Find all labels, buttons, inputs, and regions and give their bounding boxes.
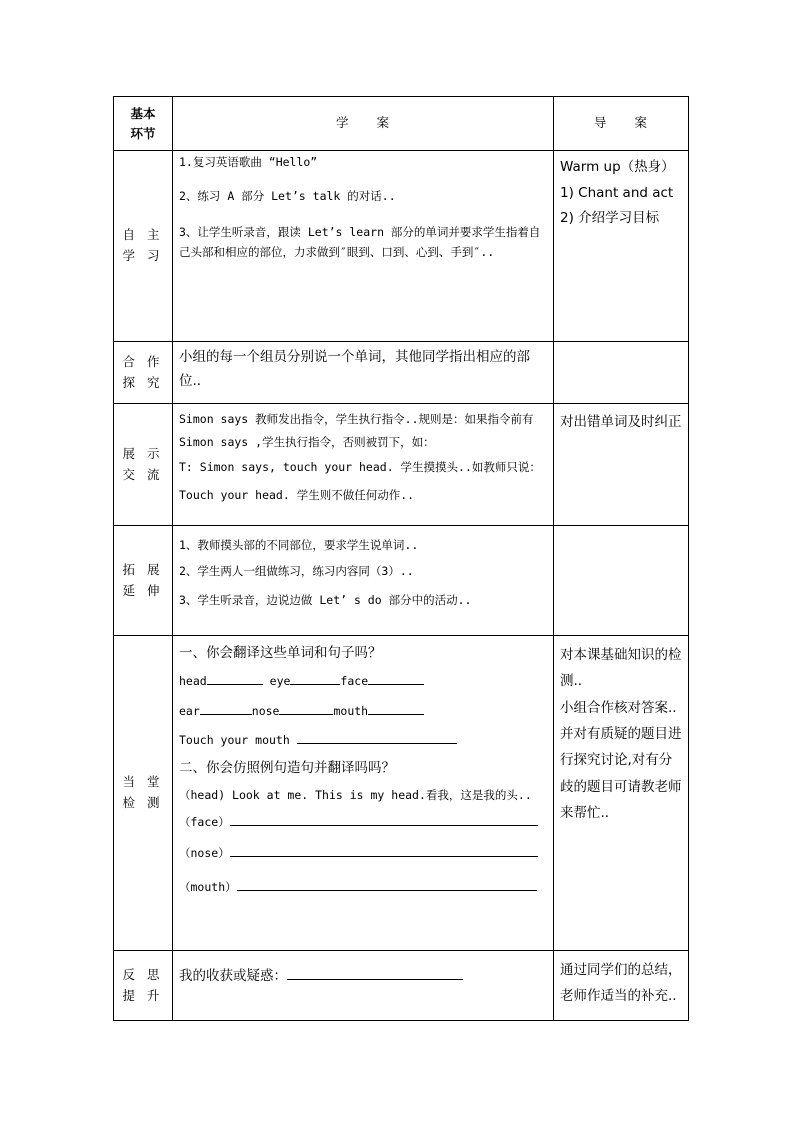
- row-check: [114, 636, 689, 951]
- words-row-2: [179, 702, 547, 720]
- word: eye: [269, 674, 291, 689]
- stage-extend-line2: 延 伸: [122, 582, 164, 598]
- header-stage-line2: 环节: [130, 125, 156, 141]
- row-show: [114, 404, 689, 526]
- answer-blank[interactable]: [290, 672, 340, 685]
- answer-blank[interactable]: [237, 878, 537, 891]
- reflect-prompt: 我的收获或疑惑：: [179, 968, 287, 984]
- word: face: [340, 674, 369, 689]
- guide-item: 2) 介绍学习目标: [560, 210, 660, 227]
- word: nose: [251, 703, 280, 718]
- item-label: （mouth）: [179, 879, 237, 894]
- plan-reflect: [173, 951, 554, 1021]
- word: ear: [179, 703, 200, 718]
- plan-self-study: [173, 151, 554, 342]
- stage-extend: [114, 526, 173, 636]
- plan-item: Touch your head. 学生则不做任何动作..: [179, 487, 415, 502]
- stage-reflect-line1: 反 思: [122, 966, 164, 982]
- guide-show: [554, 404, 689, 526]
- example-sentence: （head) Look at me. This is my head.看我，这是我的头..: [179, 787, 532, 802]
- plan-cooperate: [173, 342, 554, 404]
- plan-item: 1、教师摸头部的不同部位，要求学生说单词..: [179, 538, 419, 552]
- item-row: [179, 813, 547, 831]
- plan-extend: [173, 526, 554, 636]
- guide-item: 对出错单词及时纠正: [560, 414, 682, 430]
- answer-blank[interactable]: [207, 672, 263, 685]
- header-row: [114, 97, 689, 151]
- stage-self-study-line1: 自 主: [122, 227, 164, 243]
- item-row: [179, 844, 547, 862]
- stage-check-line1: 当 堂: [122, 774, 164, 790]
- stage-show-line2: 交 流: [122, 466, 164, 482]
- plan-item: 2、学生两人一组做练习，练习内容同（3）..: [179, 563, 414, 578]
- plan-item: 小组的每一个组员分别说一个单词，其他同学指出相应的部位..: [179, 349, 530, 389]
- stage-show-line1: 展 示: [122, 445, 164, 461]
- header-stage-cell: [114, 97, 173, 151]
- plan-item: Simon says 教师发出指令，学生执行指令..规则是：如果指令前有 Simon says ,学生执行指令，否则被罚下，如：: [179, 412, 534, 449]
- guide-item: Warm up（热身）: [560, 159, 675, 175]
- plan-item: 1.复习英语歌曲 “Hello”: [179, 155, 318, 169]
- item-label: （nose）: [179, 846, 230, 861]
- stage-self-study: [114, 151, 173, 342]
- lesson-plan-table: [113, 96, 689, 1021]
- answer-blank[interactable]: [279, 702, 333, 715]
- header-guide-plan: 导 案: [554, 97, 689, 151]
- answer-blank[interactable]: [230, 813, 538, 826]
- stage-extend-line1: 拓 展: [122, 561, 164, 577]
- sentence: Touch your mouth: [179, 733, 290, 748]
- q1-title: 一、你会翻译这些单词和句子吗？: [179, 645, 382, 661]
- stage-check-line2: 检 测: [122, 795, 164, 810]
- word: mouth: [333, 703, 369, 718]
- plan-show: [173, 404, 554, 526]
- item-label: （face）: [179, 814, 230, 829]
- guide-reflect: [554, 951, 689, 1021]
- row-reflect: [114, 951, 689, 1021]
- stage-reflect: [114, 951, 173, 1021]
- guide-check: [554, 636, 689, 951]
- answer-blank[interactable]: [368, 672, 424, 685]
- row-self-study: [114, 151, 689, 342]
- word: head: [179, 674, 207, 689]
- item-row: [179, 878, 547, 896]
- stage-show: [114, 404, 173, 526]
- guide-self-study: [554, 151, 689, 342]
- plan-item: 2、练习 A 部分 Let’s talk 的对话..: [179, 188, 396, 203]
- stage-cooperate-line1: 合 作: [122, 353, 164, 369]
- answer-blank[interactable]: [230, 844, 538, 857]
- guide-item: 对本课基础知识的检测..: [560, 647, 682, 690]
- guide-extend: [554, 526, 689, 636]
- header-study-plan: 学 案: [173, 97, 554, 151]
- answer-blank[interactable]: [200, 702, 252, 715]
- reflect-blank[interactable]: [287, 967, 463, 980]
- sentence-row: [179, 731, 547, 749]
- stage-cooperate: [114, 342, 173, 404]
- plan-item: T: Simon says, touch your head. 学生摸摸头..如教师只说：: [179, 460, 541, 474]
- plan-check: [173, 636, 554, 951]
- answer-blank[interactable]: [297, 731, 457, 744]
- row-extend: [114, 526, 689, 636]
- guide-item: 小组合作核对答案..并对有质疑的题目进行探究讨论,对有分歧的题目可请教老师来帮忙..: [560, 699, 682, 821]
- stage-self-study-line2: 学 习: [122, 248, 164, 263]
- words-row-1: [179, 672, 547, 690]
- guide-item: 1) Chant and act: [560, 184, 674, 201]
- answer-blank[interactable]: [368, 702, 424, 715]
- guide-item: 通过同学们的总结，老师作适当的补充..: [560, 962, 682, 1005]
- stage-check: [114, 636, 173, 951]
- guide-cooperate: [554, 342, 689, 404]
- row-cooperate: [114, 342, 689, 404]
- stage-cooperate-line2: 探 究: [122, 374, 164, 390]
- plan-item: 3、学生听录音，边说边做 Let’ s do 部分中的活动..: [179, 593, 472, 608]
- header-stage-line1: 基本: [130, 105, 156, 121]
- plan-item: 3、让学生听录音，跟读 Let’s learn 部分的单词并要求学生指着自己头部和相应的部位，力求做到″眼到、口到、心到、手到″..: [179, 225, 541, 260]
- stage-reflect-line2: 提 升: [122, 987, 164, 1003]
- q2-title: 二、你会仿照例句造句并翻译吗吗？: [179, 759, 395, 776]
